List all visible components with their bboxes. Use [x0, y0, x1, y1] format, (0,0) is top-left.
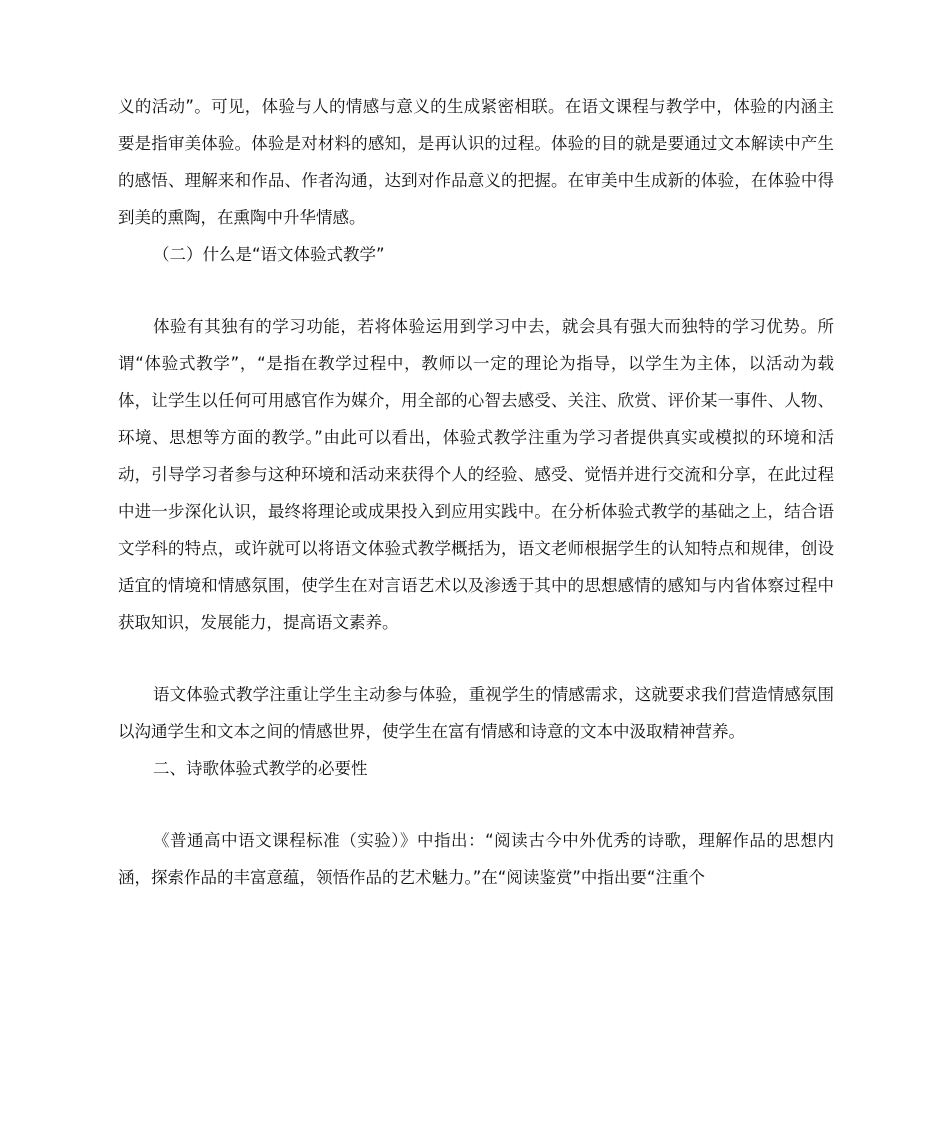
section-heading-poetry-necessity: 二、诗歌体验式教学的必要性 — [153, 759, 368, 778]
document-page — [118, 88, 834, 896]
paragraph-experience-definition: 义的活动”。可见，体验与人的情感与意义的生成紧密相联。在语文课程与教学中，体验的内涵主要是指审美体验。体验是对材料的感知，是再认识的过程。体验的目的就是要通过文本解读中产生的感悟、理解来和作品、作者沟通，达到对作品意义的把握。在审美中生成新的体验，在体验中得到美的熏陶，在熏陶中升华情感。 — [118, 97, 834, 227]
section-heading-what-is-experiential-teaching: （二）什么是“语文体验式教学” — [153, 245, 385, 264]
paragraph-experiential-teaching-explained: 体验有其独有的学习功能，若将体验运用到学习中去，就会具有强大而独特的学习优势。所谓“体验式教学”，“是指在教学过程中，教师以一定的理论为指导，以学生为主体，以活动为载体，让学生以任何可用感官作为媒介，用全部的心智去感受、关注、欣赏、评价某一事件、人物、环境、思想等方面的教学。”由此可以看出，体验式教学注重为学习者提供真实或模拟的环境和活动，引导学习者参与这种环境和活动来获得个人的经验、感受、觉悟并进行交流和分享，在此过程中进一步深化认识，最终将理论或成果投入到应用实践中。在分析体验式教学的基础之上，结合语文学科的特点，或许就可以将语文体验式教学概括为，语文老师根据学生的认知特点和规律，创设适宜的情境和情感氛围，使学生在对言语艺术以及渗透于其中的思想感情的感知与内省体察过程中获取知识，发展能力，提高语文素养。 — [118, 317, 834, 632]
paragraph-emotional-participation: 语文体验式教学注重让学生主动参与体验，重视学生的情感需求，这就要求我们营造情感氛围以沟通学生和文本之间的情感世界，使学生在富有情感和诗意的文本中汲取精神营养。 — [118, 685, 834, 741]
paragraph-curriculum-standard: 《普通高中语文课程标准（实验）》中指出：“阅读古今中外优秀的诗歌，理解作品的思想内涵，探索作品的丰富意蕴，领悟作品的艺术魅力。”在“阅读鉴赏”中指出要“注重个 — [118, 831, 834, 887]
